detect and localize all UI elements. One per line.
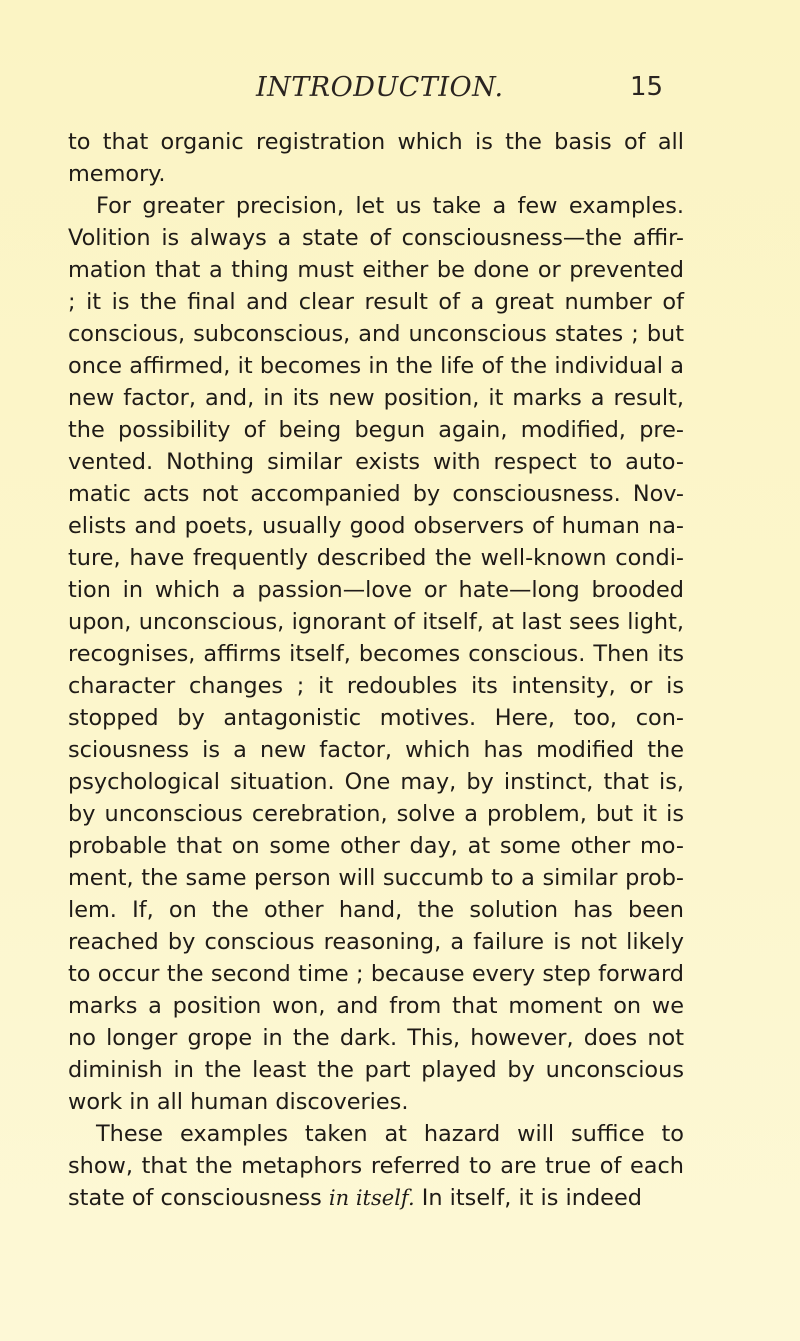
conclusion-text-end: In itself, it is indeed bbox=[421, 1185, 642, 1211]
italic-phrase: in itself. bbox=[328, 1186, 415, 1210]
paragraph-conclusion bbox=[68, 1118, 684, 1214]
body-text bbox=[68, 126, 684, 1214]
running-head bbox=[0, 72, 800, 112]
paragraph-examples: For greater precision, let us take a few examples. Volition is always a state of consciousness—the affir- mation that a thing must either be done or prevented ; it is the final and clear result of a great number of conscious, subconscious, and unconscious states ; but once affirmed, it becomes in the life of the individual a new factor, and, in its new position, it marks a result, the possibility of being begun again, modified, pre- vented. Nothing similar exists with respect to auto- matic acts not accompanied by consciousness. Nov- elists and poets, usually good observers of human na- ture, have frequently described the well-known condi- tion in which a passion—love or hate—long brooded upon, unconscious, ignorant of itself, at last sees light, recognises, affirms itself, becomes conscious. Then its character changes ; it redoubles its intensity, or is stopped by antagonistic motives. Here, too, con- sciousness is a new factor, which has modified the psychological situation. One may, by instinct, that is, by unconscious cerebration, solve a problem, but it is probable that on some other day, at some other mo- ment, the same person will succumb to a similar prob- lem. If, on the other hand, the solution has been reached by conscious reasoning, a failure is not likely to occur the second time ; because every step forward marks a position won, and from that moment on we no longer grope in the dark. This, however, does not diminish in the least the part played by unconscious work in all human discoveries. bbox=[68, 193, 684, 1115]
page-number: 15 bbox=[630, 72, 664, 102]
conclusion-text-start: These examples taken at hazard will suffice to show, that the metaphors referred to are true of each state of consciousness bbox=[68, 1121, 684, 1211]
chapter-title: INTRODUCTION. bbox=[256, 72, 504, 103]
paragraph-continuation: to that organic registration which is the basis of all memory. bbox=[68, 129, 684, 187]
